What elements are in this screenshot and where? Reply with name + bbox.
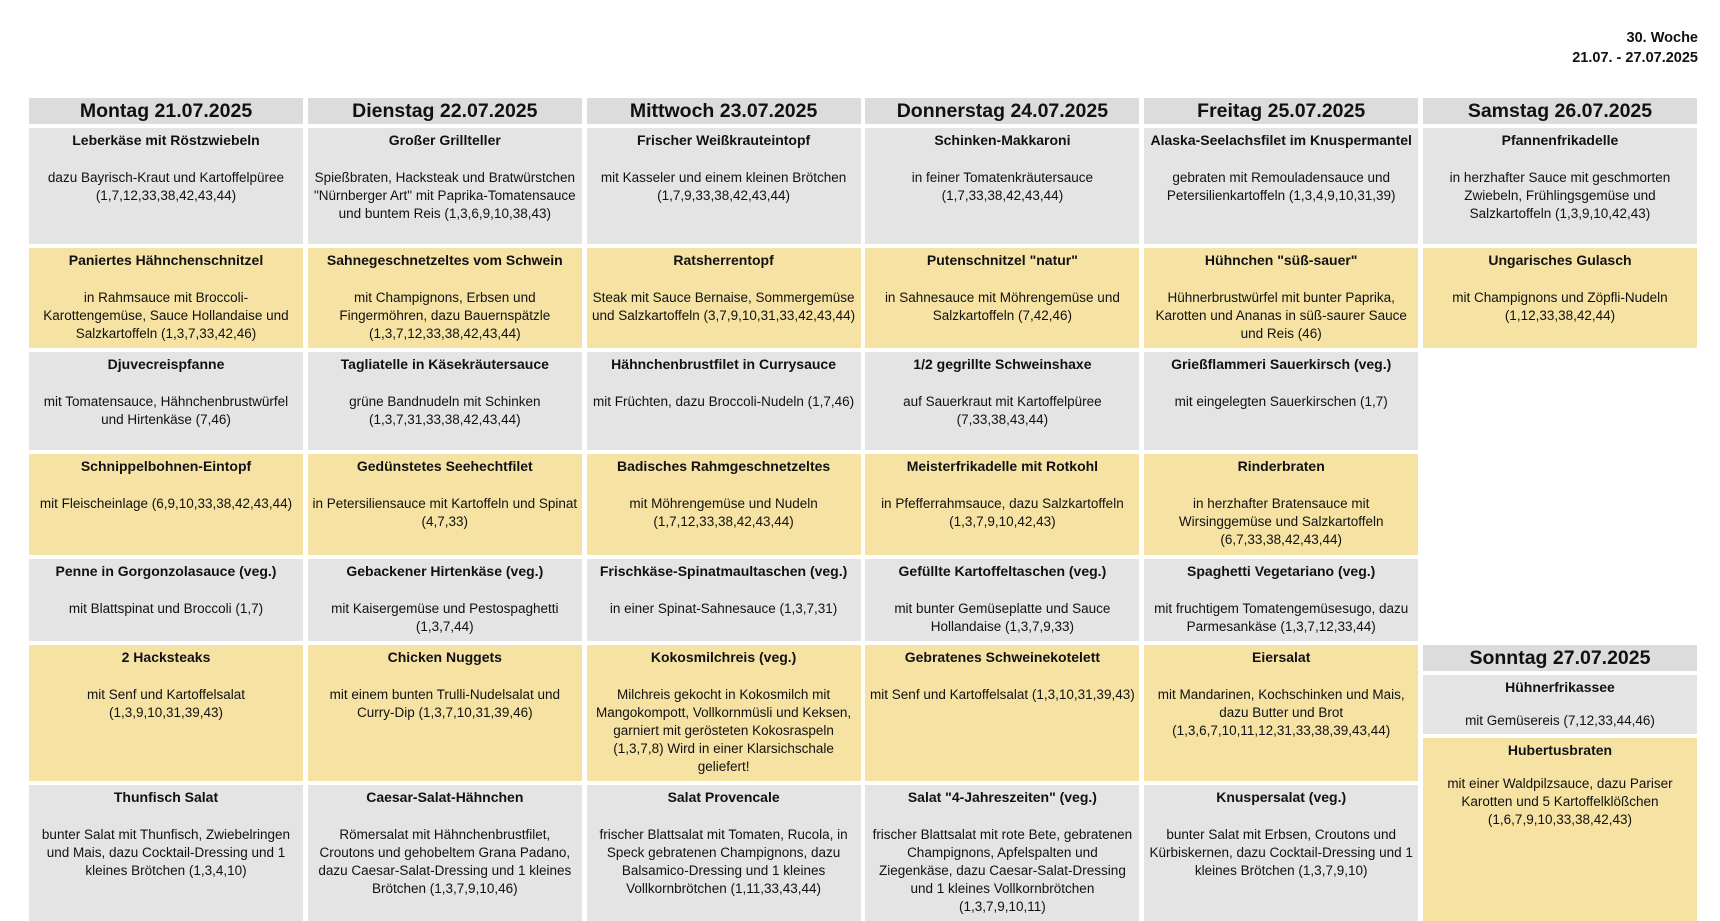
day-header-sonntag: Sonntag 27.07.2025 <box>1423 645 1697 671</box>
menu-grid <box>29 98 1697 914</box>
menu-item-description: mit einer Waldpilzsauce, dazu Pariser Karotten und 5 Kartoffelklößchen (1,6,7,9,10,33,38,42,43) <box>1447 776 1673 827</box>
week-date-range: 21.07. - 27.07.2025 <box>1572 50 1698 66</box>
menu-item-description: bunter Salat mit Erbsen, Croutons und Kürbiskernen, dazu Cocktail-Dressing und 1 kleines Brötchen (1,3,7,9,10) <box>1149 827 1413 878</box>
menu-item-title: Rinderbraten <box>1237 458 1325 474</box>
menu-item-description: grüne Bandnudeln mit Schinken (1,3,7,31,33,38,42,43,44) <box>349 394 541 427</box>
week-info <box>1572 28 1698 68</box>
day-header-dienstag: Dienstag 22.07.2025 <box>308 98 582 124</box>
menu-item <box>29 248 303 348</box>
menu-item-description: mit Kaisergemüse und Pestospaghetti (1,3,7,44) <box>331 601 559 634</box>
menu-item <box>308 645 582 781</box>
sunday-section <box>1423 645 1697 921</box>
menu-item-title: Djuvecreispfanne <box>107 356 225 372</box>
menu-item <box>29 559 303 641</box>
menu-item-title: Penne in Gorgonzolasauce (veg.) <box>55 563 277 579</box>
menu-item <box>29 785 303 921</box>
menu-item-description: Steak mit Sauce Bernaise, Sommergemüse und Salzkartoffeln (3,7,9,10,31,33,42,43,44) <box>591 290 856 323</box>
menu-item <box>308 248 582 348</box>
menu-item <box>587 785 861 921</box>
day-header-donnerstag: Donnerstag 24.07.2025 <box>865 98 1139 124</box>
menu-item <box>29 454 303 555</box>
menu-item-title: Meisterfrikadelle mit Rotkohl <box>906 458 1099 474</box>
menu-item-title: 1/2 gegrillte Schweinshaxe <box>913 356 1092 372</box>
menu-item-title: Eiersalat <box>1252 649 1311 665</box>
menu-item-title: Großer Grillteller <box>388 132 501 148</box>
menu-item-description: in Sahnesauce mit Möhrengemüse und Salzkartoffeln (7,42,46) <box>884 290 1120 323</box>
menu-item-title: Gebackener Hirtenkäse (veg.) <box>346 563 544 579</box>
menu-item <box>1144 645 1418 781</box>
menu-item <box>587 352 861 450</box>
menu-item <box>1423 128 1697 244</box>
menu-item-title: Hühnchen "süß-sauer" <box>1204 252 1358 268</box>
menu-item-description: in Rahmsauce mit Broccoli-Karottengemüse, Sauce Hollandaise und Salzkartoffeln (1,3,7,33,42,46) <box>43 290 289 341</box>
menu-item <box>1144 248 1418 348</box>
menu-item-title: Salat "4-Jahreszeiten" (veg.) <box>907 789 1097 805</box>
menu-item-description: Spießbraten, Hacksteak und Bratwürstchen "Nürnberger Art" mit Paprika-Tomatensauce und buntem Reis (1,3,6,9,10,38,43) <box>313 170 576 221</box>
menu-item-description: mit Champignons, Erbsen und Fingermöhren, dazu Bauernspätzle (1,3,7,12,33,38,42,43,44) <box>339 290 551 341</box>
menu-item-description: mit Fleischeinlage (6,9,10,33,38,42,43,44) <box>39 496 293 511</box>
menu-item-title: 2 Hacksteaks <box>121 649 211 665</box>
menu-item-description: in herzhafter Bratensauce mit Wirsinggemüse und Salzkartoffeln (6,7,33,38,42,43,44) <box>1178 496 1384 547</box>
menu-item-title: Kokosmilchreis (veg.) <box>650 649 797 665</box>
menu-item <box>308 128 582 244</box>
menu-item-description: mit Blattspinat und Broccoli (1,7) <box>68 601 264 616</box>
menu-item <box>865 248 1139 348</box>
menu-item <box>308 352 582 450</box>
menu-item-title: Hühnerfrikassee <box>1505 679 1615 695</box>
menu-item-description: mit Früchten, dazu Broccoli-Nudeln (1,7,46) <box>593 394 855 409</box>
menu-item <box>308 454 582 555</box>
menu-item-description: mit einem bunten Trulli-Nudelsalat und Curry-Dip (1,3,7,10,31,39,46) <box>329 687 560 720</box>
menu-item <box>587 248 861 348</box>
menu-item-description: mit Gemüsereis (7,12,33,44,46) <box>1465 713 1655 728</box>
menu-item-title: Leberkäse mit Röstzwiebeln <box>72 132 260 148</box>
menu-item <box>29 352 303 450</box>
menu-item <box>29 645 303 781</box>
menu-item-title: Schnippelbohnen-Eintopf <box>80 458 252 474</box>
menu-item <box>587 559 861 641</box>
menu-item-description: mit Senf und Kartoffelsalat (1,3,9,10,31,39,43) <box>86 687 246 720</box>
menu-item-title: Knuspersalat (veg.) <box>1216 789 1347 805</box>
menu-item <box>587 128 861 244</box>
menu-item <box>865 128 1139 244</box>
menu-item <box>1144 352 1418 450</box>
menu-item <box>29 128 303 244</box>
menu-item-title: Chicken Nuggets <box>387 649 502 665</box>
menu-item-description: mit bunter Gemüseplatte und Sauce Hollandaise (1,3,7,9,33) <box>894 601 1111 634</box>
menu-item-title: Caesar-Salat-Hähnchen <box>366 789 524 805</box>
menu-item-title: Hähnchenbrustfilet in Currysauce <box>611 356 836 372</box>
menu-item-title: Putenschnitzel "natur" <box>926 252 1078 268</box>
menu-item <box>308 785 582 921</box>
menu-item-title: Alaska-Seelachsfilet im Knuspermantel <box>1150 132 1412 148</box>
menu-item-title: Gedünstetes Seehechtfilet <box>356 458 533 474</box>
menu-item <box>1144 454 1418 555</box>
menu-item <box>587 454 861 555</box>
menu-item <box>1423 248 1697 348</box>
menu-item-title: Spaghetti Vegetariano (veg.) <box>1187 563 1376 579</box>
menu-item <box>1144 559 1418 641</box>
menu-item-title: Tagliatelle in Käsekräutersauce <box>340 356 549 372</box>
menu-item-description: mit Senf und Kartoffelsalat (1,3,10,31,39,43) <box>870 687 1135 702</box>
menu-item-title: Sahnegeschnetzeltes vom Schwein <box>326 252 563 268</box>
menu-item-description: Hühnerbrustwürfel mit bunter Paprika, Karotten und Ananas in süß-saurer Sauce und Reis (46) <box>1155 290 1407 341</box>
day-header-montag: Montag 21.07.2025 <box>29 98 303 124</box>
menu-item-description: mit Kasseler und einem kleinen Brötchen (1,7,9,33,38,42,43,44) <box>600 170 847 203</box>
menu-item-title: Hubertusbraten <box>1507 742 1613 758</box>
menu-item-title: Pfannenfrikadelle <box>1501 132 1619 148</box>
menu-item-description: auf Sauerkraut mit Kartoffelpüree (7,33,38,43,44) <box>903 394 1102 427</box>
menu-item-title: Frischer Weißkrauteintopf <box>636 132 811 148</box>
menu-item-description: in einer Spinat-Sahnesauce (1,3,7,31) <box>609 601 838 616</box>
menu-item-description: Milchreis gekocht in Kokosmilch mit Mangokompott, Vollkornmüsli und Keksen, garniert mit gerösteten Kokosraspeln (1,3,7,8) Wird in einer Klarsichschale geliefert! <box>596 687 852 774</box>
menu-item-description: in herzhafter Sauce mit geschmorten Zwiebeln, Frühlingsgemüse und Salzkartoffeln (1,3,9,10,42,43) <box>1449 170 1671 221</box>
menu-item-title: Schinken-Makkaroni <box>934 132 1071 148</box>
menu-item-title: Paniertes Hähnchenschnitzel <box>68 252 264 268</box>
day-header-freitag: Freitag 25.07.2025 <box>1144 98 1418 124</box>
menu-item-title: Badisches Rahmgeschnetzeltes <box>616 458 831 474</box>
week-number: 30. Woche <box>1626 30 1698 46</box>
menu-item-title: Frischkäse-Spinatmaultaschen (veg.) <box>599 563 848 579</box>
menu-item-description: in Pfefferrahmsauce, dazu Salzkartoffeln (1,3,7,9,10,42,43) <box>881 496 1124 529</box>
menu-item-description: Römersalat mit Hähnchenbrustfilet, Croutons und gehobeltem Grana Padano, dazu Caesar-Salat-Dressing und 1 kleines Brötchen (1,3,7,9,10,46) <box>318 827 572 896</box>
menu-item-description: mit Möhrengemüse und Nudeln (1,7,12,33,38,42,43,44) <box>629 496 818 529</box>
day-header-mittwoch: Mittwoch 23.07.2025 <box>587 98 861 124</box>
menu-item-description: in feiner Tomatenkräutersauce (1,7,33,38,42,43,44) <box>911 170 1094 203</box>
menu-item <box>1423 738 1697 921</box>
menu-item <box>865 559 1139 641</box>
day-header-samstag: Samstag 26.07.2025 <box>1423 98 1697 124</box>
menu-item-description: in Petersiliensauce mit Kartoffeln und Spinat (4,7,33) <box>312 496 578 529</box>
menu-item-description: mit Mandarinen, Kochschinken und Mais, dazu Butter und Brot (1,3,6,7,10,11,12,31,33,38,39,43,44) <box>1157 687 1405 738</box>
menu-item-title: Salat Provencale <box>667 789 780 805</box>
menu-item-description: bunter Salat mit Thunfisch, Zwiebelringen und Mais, dazu Cocktail-Dressing und 1 kleines Brötchen (1,3,4,10) <box>41 827 291 878</box>
menu-item-description: mit Tomatensauce, Hähnchenbrustwürfel und Hirtenkäse (7,46) <box>43 394 289 427</box>
menu-item-title: Gebratenes Schweinekotelett <box>904 649 1101 665</box>
menu-item-title: Grießflammeri Sauerkirsch (veg.) <box>1171 356 1392 372</box>
menu-item-description: mit eingelegten Sauerkirschen (1,7) <box>1174 394 1388 409</box>
menu-item <box>1144 785 1418 921</box>
menu-item-title: Thunfisch Salat <box>113 789 219 805</box>
menu-item <box>865 785 1139 921</box>
menu-item <box>865 352 1139 450</box>
menu-item <box>1144 128 1418 244</box>
menu-item-description: gebraten mit Remouladensauce und Petersilienkartoffeln (1,3,4,9,10,31,39) <box>1166 170 1396 203</box>
menu-item-description: frischer Blattsalat mit Tomaten, Rucola, in Speck gebratenen Champignons, dazu Balsamico-Dressing und 1 kleines Vollkornbrötchen (1,11,33,43,44) <box>599 827 848 896</box>
menu-item <box>587 645 861 781</box>
menu-item-description: dazu Bayrisch-Kraut und Kartoffelpüree (1,7,12,33,38,42,43,44) <box>47 170 285 203</box>
menu-item-description: mit Champignons und Zöpfli-Nudeln (1,12,33,38,42,44) <box>1452 290 1668 323</box>
menu-item <box>308 559 582 641</box>
menu-item-title: Gefüllte Kartoffeltaschen (veg.) <box>898 563 1107 579</box>
menu-item <box>1423 675 1697 734</box>
menu-item-title: Ratsherrentopf <box>673 252 774 268</box>
menu-item-description: frischer Blattsalat mit rote Bete, gebratenen Champignons, Apfelspalten und Ziegenkäse, dazu Caesar-Salat-Dressing und 1 kleines Vollkornbrötchen (1,3,7,9,10,11) <box>872 827 1133 914</box>
menu-item <box>865 454 1139 555</box>
menu-item <box>865 645 1139 781</box>
menu-item-title: Ungarisches Gulasch <box>1488 252 1632 268</box>
menu-item-description: mit fruchtigem Tomatengemüsesugo, dazu Parmesankäse (1,3,7,12,33,44) <box>1154 601 1409 634</box>
